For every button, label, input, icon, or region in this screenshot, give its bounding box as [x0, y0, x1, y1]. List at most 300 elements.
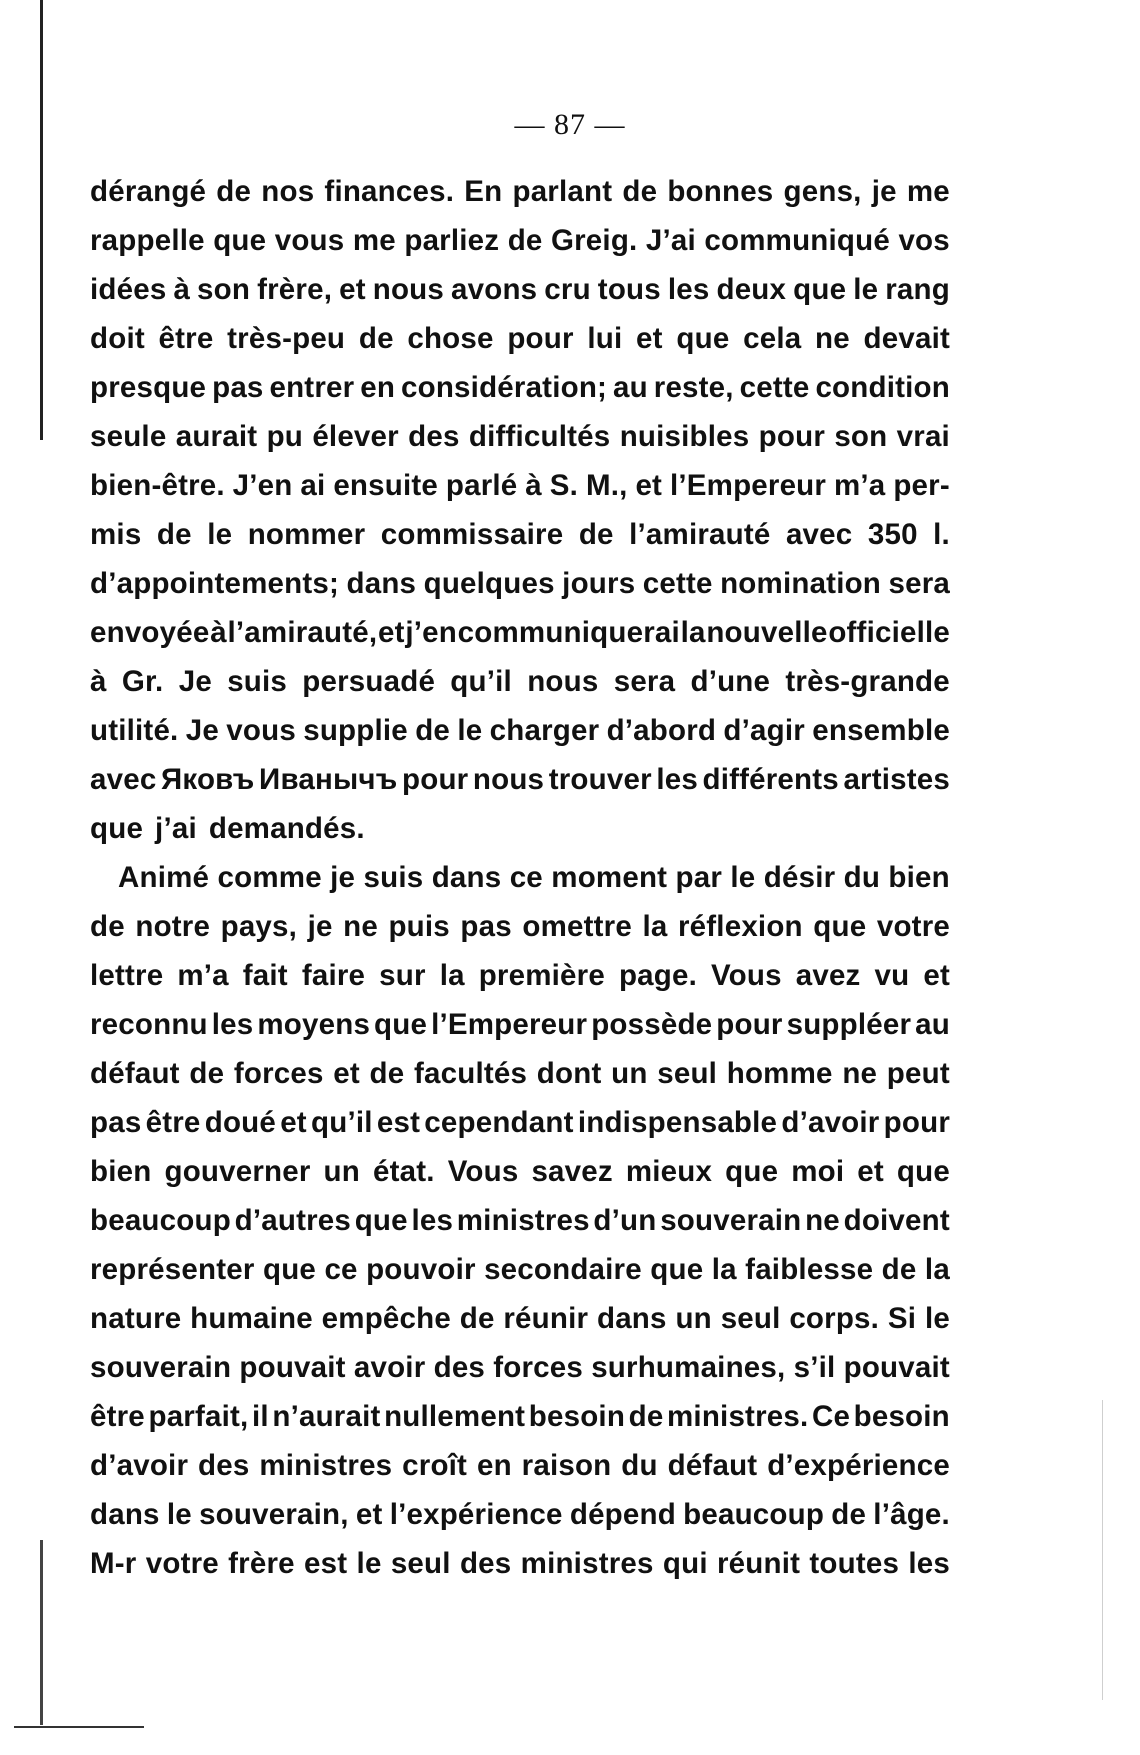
text-line — [90, 1245, 950, 1294]
word: ce — [509, 861, 543, 894]
word: des — [433, 1351, 486, 1384]
word: que — [213, 224, 267, 257]
word: des — [408, 420, 460, 453]
word: et — [377, 616, 405, 649]
word: un — [675, 1302, 712, 1335]
word: votre — [145, 1547, 219, 1580]
word: pouvait — [843, 1351, 950, 1384]
word: que — [813, 910, 867, 943]
word: considération; — [401, 371, 608, 404]
word: gouverner — [164, 1155, 311, 1188]
word: faire — [301, 959, 366, 992]
word: par — [675, 861, 723, 894]
word: doivent — [843, 1204, 950, 1237]
word: ministres. — [667, 1400, 809, 1433]
word: défaut — [667, 1449, 758, 1482]
word: M., — [585, 469, 628, 502]
word: à — [210, 616, 227, 649]
word: idées — [90, 273, 167, 306]
word: suis — [227, 665, 288, 698]
word: la — [711, 1253, 737, 1286]
word: ensemble — [812, 714, 950, 747]
word: je — [871, 175, 897, 208]
word: cette — [642, 567, 713, 600]
word: avoir — [353, 1351, 426, 1384]
word: j’en — [405, 616, 457, 649]
text-line — [90, 1196, 950, 1245]
word: bonnes — [667, 175, 774, 208]
word: cela — [743, 322, 802, 355]
word: puis — [388, 910, 450, 943]
word: Ce — [811, 1400, 851, 1433]
word: aurait — [175, 420, 258, 453]
word: faiblesse — [745, 1253, 874, 1286]
word: son — [834, 420, 888, 453]
word: la — [924, 1253, 950, 1286]
word: n’aurait — [272, 1400, 381, 1433]
word: et — [280, 1106, 307, 1139]
word: ministres — [456, 1204, 590, 1237]
word: être — [90, 1400, 145, 1433]
text-line — [90, 1098, 950, 1147]
word: des — [459, 1547, 512, 1580]
word: pas — [90, 1106, 142, 1139]
word: seule — [90, 420, 167, 453]
word: deux — [716, 273, 787, 306]
text-line — [90, 167, 950, 216]
word: raison — [521, 1449, 612, 1482]
word: utilité. — [90, 714, 179, 747]
word: officielle — [828, 616, 950, 649]
word: très-peu — [227, 322, 346, 355]
word: le — [356, 1547, 382, 1580]
word: de — [90, 910, 125, 943]
word: supplie — [303, 714, 408, 747]
word: Яковъ — [160, 763, 255, 796]
word: de — [578, 518, 614, 551]
word: finances. — [324, 175, 455, 208]
word: comme — [217, 861, 322, 894]
word: chose — [407, 322, 494, 355]
word: nous — [527, 665, 599, 698]
word: dans — [90, 1498, 160, 1531]
word: moi — [791, 1155, 845, 1188]
word: cependant — [424, 1106, 574, 1139]
word: ai — [300, 469, 326, 502]
word: pas — [460, 910, 512, 943]
word: Vous — [711, 959, 782, 992]
word: avez — [795, 959, 861, 992]
word: tous — [597, 273, 661, 306]
word: l’âge. — [873, 1498, 950, 1531]
word: J’ai — [645, 224, 696, 257]
word: dans — [596, 1302, 667, 1335]
word: le — [924, 1302, 950, 1335]
word: la — [642, 910, 668, 943]
word: le — [207, 518, 233, 551]
scan-edge-mark — [40, 0, 43, 440]
word: dérangé — [90, 175, 207, 208]
word: de — [459, 1302, 495, 1335]
word: sera — [888, 567, 950, 600]
word: J’en — [232, 469, 293, 502]
word: 350 — [867, 518, 918, 551]
word: vous — [274, 224, 345, 257]
word: presque — [90, 371, 207, 404]
text-line — [90, 1539, 950, 1588]
word: que — [725, 1155, 779, 1188]
word: moyens — [257, 1008, 371, 1041]
word: humaine — [190, 1302, 313, 1335]
word: vos — [898, 224, 950, 257]
text-line — [90, 363, 950, 412]
word: dans — [431, 861, 502, 894]
word: de — [415, 714, 451, 747]
text-line — [90, 216, 950, 265]
word: de — [369, 1057, 405, 1090]
text-line — [90, 902, 950, 951]
word: de — [507, 224, 543, 257]
word: pouvait — [239, 1351, 346, 1384]
word: pour — [507, 322, 574, 355]
word: réflexion — [678, 910, 803, 943]
scan-edge-mark — [14, 1726, 144, 1728]
word: en — [360, 371, 396, 404]
word: ne — [343, 910, 378, 943]
word: l’expérience — [389, 1498, 563, 1531]
word: pas — [212, 371, 264, 404]
word: communiqué — [704, 224, 890, 257]
word: mieux — [625, 1155, 713, 1188]
word: Animé — [118, 861, 210, 894]
word: nomination — [720, 567, 882, 600]
word: omettre — [522, 910, 632, 943]
word: vrai — [896, 420, 950, 453]
word: que — [896, 1155, 950, 1188]
word: forces — [493, 1351, 583, 1384]
word: j’ai — [155, 812, 197, 845]
word: pu — [266, 420, 304, 453]
text-line — [90, 1392, 950, 1441]
word: parliez — [404, 224, 500, 257]
word: son — [197, 273, 251, 306]
word: frère, — [257, 273, 333, 306]
word: seul — [390, 1547, 451, 1580]
word: souverain — [660, 1204, 802, 1237]
word: toutes — [809, 1547, 900, 1580]
word: condition — [815, 371, 950, 404]
word: élever — [312, 420, 399, 453]
word: les — [211, 1008, 254, 1041]
word: avec — [785, 518, 853, 551]
text-line — [90, 461, 950, 510]
text-line — [90, 1441, 950, 1490]
word: au — [915, 1008, 950, 1041]
word: le — [457, 714, 483, 747]
word: un — [323, 1155, 360, 1188]
word: l’amirauté, — [227, 616, 378, 649]
text-line — [90, 265, 950, 314]
word: pour — [883, 1106, 950, 1139]
word: être — [158, 322, 214, 355]
word: savez — [531, 1155, 613, 1188]
word: seul — [720, 1302, 781, 1335]
word: nullement — [384, 1400, 526, 1433]
word: indispensable — [577, 1106, 778, 1139]
word: sera — [613, 665, 676, 698]
word: doit — [90, 322, 145, 355]
word: d’expérience — [767, 1449, 950, 1482]
word: artistes — [843, 763, 950, 796]
word: d’agir — [723, 714, 805, 747]
word: bien — [90, 1155, 152, 1188]
word: Иванычъ — [259, 763, 398, 796]
word: parlant — [512, 175, 613, 208]
word: nous — [372, 273, 445, 306]
word: avons — [451, 273, 538, 306]
text-line — [90, 755, 950, 804]
scan-edge-mark — [40, 1540, 43, 1725]
word: bien-être. — [90, 469, 225, 502]
word: les — [908, 1547, 950, 1580]
word: votre — [876, 910, 950, 943]
word: nature — [90, 1302, 182, 1335]
word: je — [330, 861, 356, 894]
word: suppléer — [786, 1008, 912, 1041]
word: du — [621, 1449, 658, 1482]
text-line — [90, 559, 950, 608]
word: réunit — [716, 1547, 801, 1580]
word: nos — [261, 175, 315, 208]
word: de — [831, 1498, 867, 1531]
word: d’un — [593, 1204, 657, 1237]
word: beaucoup — [90, 1204, 231, 1237]
word: empêche — [321, 1302, 451, 1335]
body-text — [90, 167, 950, 1588]
word: moment — [551, 861, 668, 894]
word: est — [304, 1547, 348, 1580]
word: doué — [204, 1106, 277, 1139]
word: d’avoir — [90, 1449, 189, 1482]
word: un — [611, 1057, 648, 1090]
word: facultés — [414, 1057, 528, 1090]
word: de — [358, 322, 394, 355]
word: au — [613, 371, 648, 404]
text-line — [90, 657, 950, 706]
word: bien — [888, 861, 950, 894]
word: réunir — [503, 1302, 589, 1335]
word: l’Empereur — [431, 1008, 588, 1041]
word: reconnu — [90, 1008, 208, 1041]
word: ce — [324, 1253, 358, 1286]
word: cru — [544, 273, 591, 306]
word: reste, — [653, 371, 734, 404]
word: souverain — [90, 1351, 232, 1384]
text-line — [90, 1049, 950, 1098]
text-line — [90, 510, 950, 559]
text-line — [90, 314, 950, 363]
word: de — [156, 518, 192, 551]
word: surhumaines, — [591, 1351, 786, 1384]
word: suis — [363, 861, 424, 894]
word: S. — [549, 469, 579, 502]
word: et — [635, 469, 663, 502]
text-line — [90, 804, 950, 853]
text-line — [90, 706, 950, 755]
word: ne — [805, 1204, 840, 1237]
text-line — [90, 853, 950, 902]
word: que — [90, 812, 144, 845]
word: envoyée — [90, 616, 210, 649]
word: Gr. — [121, 665, 164, 698]
word: s’il — [793, 1351, 836, 1384]
word: parfait, — [148, 1400, 249, 1433]
word: M-r — [90, 1547, 137, 1580]
word: page. — [618, 959, 697, 992]
scan-edge-mark — [1102, 1400, 1103, 1700]
word: nous — [472, 763, 545, 796]
word: m’a — [177, 959, 229, 992]
text-line — [90, 1000, 950, 1049]
word: dans — [346, 567, 417, 600]
word: commissaire — [380, 518, 564, 551]
word: parlé — [445, 469, 518, 502]
word: et — [355, 1498, 383, 1531]
word: demandés. — [208, 812, 365, 845]
word: beaucoup — [683, 1498, 825, 1531]
word: ne — [842, 1057, 878, 1090]
word: entrer — [269, 371, 355, 404]
word: devait — [863, 322, 950, 355]
word: et — [333, 1057, 360, 1090]
word: la — [439, 959, 465, 992]
word: que — [354, 1204, 408, 1237]
word: l’amirauté — [629, 518, 771, 551]
word: m’a — [833, 469, 886, 502]
word: très-grande — [785, 665, 950, 698]
text-line — [90, 1490, 950, 1539]
word: frère — [228, 1547, 295, 1580]
text-line — [90, 1343, 950, 1392]
word: ne — [815, 322, 850, 355]
word: état. — [373, 1155, 435, 1188]
word: le — [730, 861, 756, 894]
word: que — [650, 1253, 704, 1286]
word: désir — [763, 861, 836, 894]
word: la — [680, 616, 706, 649]
word: l’Empereur — [669, 469, 827, 502]
word: être — [145, 1106, 201, 1139]
word: pour — [716, 1008, 783, 1041]
word: et — [636, 322, 663, 355]
word: dépend — [569, 1498, 676, 1531]
text-line — [90, 608, 950, 657]
word: nouvelle — [706, 616, 828, 649]
word: qu’il — [311, 1106, 373, 1139]
word: différents — [702, 763, 839, 796]
word: est — [376, 1106, 421, 1139]
word: gens, — [783, 175, 862, 208]
word: les — [411, 1204, 454, 1237]
word: lui — [587, 322, 623, 355]
word: souverain, — [199, 1498, 349, 1531]
word: rang — [885, 273, 950, 306]
word: fait — [242, 959, 288, 992]
word: persuadé — [302, 665, 436, 698]
word: difficultés — [468, 420, 611, 453]
word: d’avoir — [781, 1106, 880, 1139]
word: vu — [874, 959, 910, 992]
word: quelques — [423, 567, 555, 600]
word: que — [262, 1253, 317, 1286]
word: d’abord — [606, 714, 717, 747]
word: homme — [726, 1057, 833, 1090]
text-line — [90, 412, 950, 461]
word: forces — [233, 1057, 324, 1090]
word: sur — [379, 959, 426, 992]
word: défaut — [90, 1057, 180, 1090]
word: possède — [591, 1008, 713, 1041]
text-line — [90, 1147, 950, 1196]
word: des — [198, 1449, 250, 1482]
word: nuisibles — [619, 420, 750, 453]
word: vous — [226, 714, 296, 747]
word: et — [339, 273, 366, 306]
word: les — [656, 763, 698, 796]
word: lettre — [90, 959, 164, 992]
word: charger — [489, 714, 600, 747]
word: représenter — [90, 1253, 255, 1286]
word: qu’il — [450, 665, 512, 698]
word: pouvoir — [366, 1253, 476, 1286]
word: communiquerai — [457, 616, 680, 649]
word: il — [252, 1400, 269, 1433]
word: pays, — [220, 910, 298, 943]
word: Je — [178, 665, 212, 698]
word: à — [90, 665, 107, 698]
word: de — [189, 1057, 225, 1090]
word: pour — [758, 420, 826, 453]
word: me — [906, 175, 950, 208]
word: per- — [893, 469, 950, 502]
text-line — [90, 1294, 950, 1343]
word: d’appointements; — [90, 567, 340, 600]
word: nommer — [247, 518, 366, 551]
word: le — [166, 1498, 192, 1531]
word: que — [793, 273, 847, 306]
word: ministres — [259, 1449, 393, 1482]
text-line — [90, 951, 950, 1000]
word: En — [464, 175, 503, 208]
word: d’une — [690, 665, 771, 698]
word: le — [853, 273, 879, 306]
word: Vous — [447, 1155, 519, 1188]
page-number: — 87 — — [514, 108, 626, 141]
word: à — [525, 469, 542, 502]
word: de — [216, 175, 252, 208]
word: de — [881, 1253, 917, 1286]
word: besoin — [853, 1400, 950, 1433]
word: corps. — [789, 1302, 880, 1335]
word: qui — [662, 1547, 708, 1580]
word: l. — [933, 518, 950, 551]
word: trouver — [548, 763, 652, 796]
word: besoin — [528, 1400, 626, 1433]
word: en — [476, 1449, 512, 1482]
word: de — [628, 1400, 664, 1433]
word: mis — [90, 518, 142, 551]
word: de — [622, 175, 658, 208]
